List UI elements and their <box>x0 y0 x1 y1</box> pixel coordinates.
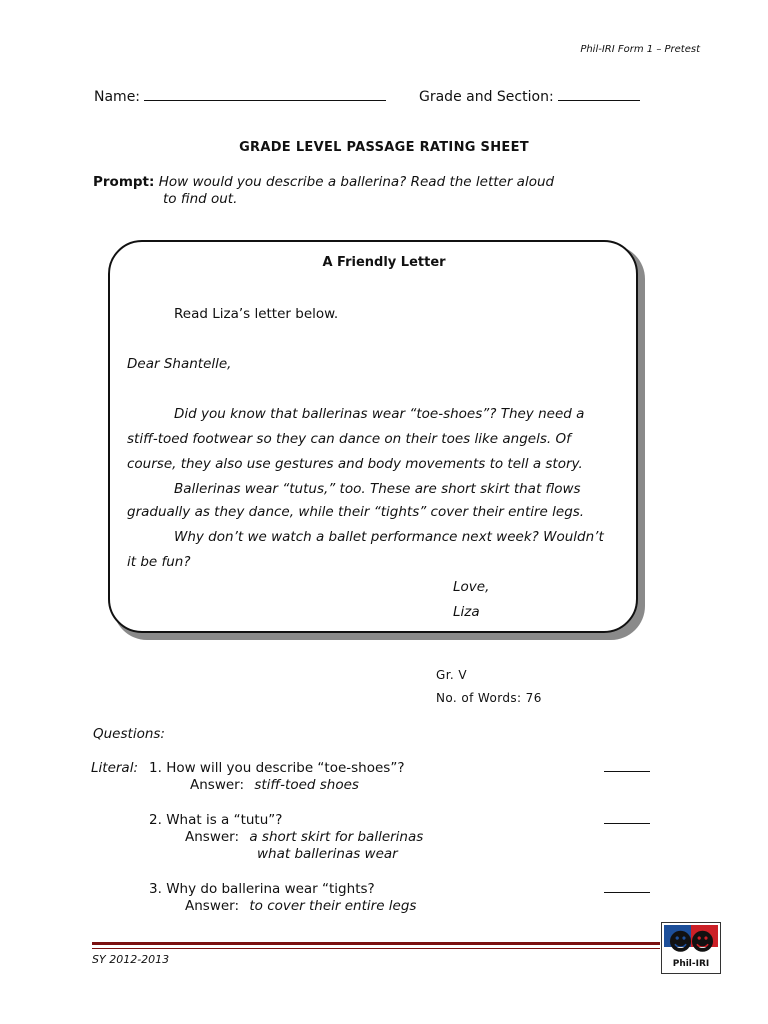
grade-section-label: Grade and Section: <box>419 89 554 105</box>
letter-line: stiff-toed footwear so they can dance on their toes like angels. Of <box>127 431 571 447</box>
children-icon: ☻☻ <box>668 928 713 956</box>
letter-line: Ballerinas wear “tutus,” too. These are short skirt that flows <box>174 481 581 497</box>
score-blank <box>604 892 650 893</box>
footer-rule-thick <box>92 942 660 945</box>
question-category: Literal: <box>91 760 138 776</box>
name-blank <box>144 88 386 101</box>
letter-line: gradually as they dance, while their “tights” cover their entire legs. <box>127 504 585 520</box>
score-blank <box>604 823 650 824</box>
answer-label: Answer: <box>185 898 240 914</box>
prompt-line-1: How would you describe a ballerina? Read the letter aloud <box>158 174 555 190</box>
letter-line: course, they also use gestures and body movements to tell a story. <box>127 456 583 472</box>
answer-text: what ballerinas wear <box>257 846 398 862</box>
score-blank <box>604 771 650 772</box>
prompt <box>93 174 554 191</box>
answer-1 <box>190 777 359 793</box>
answer-2 <box>185 829 423 845</box>
name-label: Name: <box>94 89 141 105</box>
answer-text: to cover their entire legs <box>249 898 417 914</box>
question-number: 1. <box>149 760 162 776</box>
question-1 <box>149 760 404 776</box>
question-text: What is a “tutu”? <box>166 812 283 828</box>
answer-label: Answer: <box>185 829 240 845</box>
answer-text: stiff-toed shoes <box>254 777 359 793</box>
answer-text: a short skirt for ballerinas <box>249 829 424 845</box>
letter-closing: Love, <box>453 579 490 595</box>
answer-3 <box>185 898 416 914</box>
grade-section-field <box>419 88 640 105</box>
questions-heading: Questions: <box>93 726 165 742</box>
footer-rule-thin <box>92 948 660 949</box>
grade-section-blank <box>558 88 640 101</box>
prompt-line-2: to find out. <box>163 191 238 207</box>
letter-line: Did you know that ballerinas wear “toe-shoes”? They need a <box>174 406 585 422</box>
prompt-label: Prompt: <box>93 174 155 190</box>
name-field <box>94 88 386 105</box>
letter-instruction: Read Liza’s letter below. <box>174 306 339 322</box>
sheet-title: GRADE LEVEL PASSAGE RATING SHEET <box>239 140 529 155</box>
question-text: How will you describe “toe-shoes”? <box>166 760 405 776</box>
question-3 <box>149 881 375 897</box>
school-year: SY 2012-2013 <box>92 953 170 966</box>
question-text: Why do ballerina wear “tights? <box>166 881 375 897</box>
letter-line: it be fun? <box>127 554 191 570</box>
answer-label: Answer: <box>190 777 245 793</box>
form-label: Phil-IRI Form 1 – Pretest <box>580 44 700 55</box>
phil-iri-logo <box>661 922 721 974</box>
letter-signature: Liza <box>453 604 480 620</box>
question-number: 2. <box>149 812 162 828</box>
grade-level: Gr. V <box>436 668 467 682</box>
letter-title: A Friendly Letter <box>322 255 446 270</box>
question-number: 3. <box>149 881 162 897</box>
logo-caption: Phil-IRI <box>672 959 710 969</box>
letter-line: Why don’t we watch a ballet performance next week? Wouldn’t <box>174 529 604 545</box>
word-count: No. of Words: 76 <box>436 691 542 705</box>
question-2 <box>149 812 282 828</box>
letter-greeting: Dear Shantelle, <box>127 356 232 372</box>
